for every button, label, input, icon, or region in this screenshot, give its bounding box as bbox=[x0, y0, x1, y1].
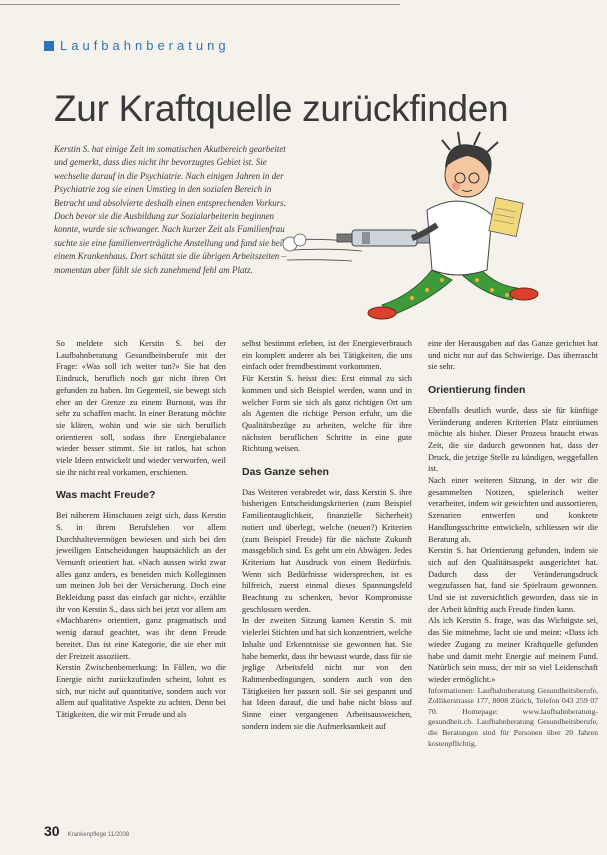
body-paragraph: Als ich Kerstin S. frage, was das Wichtigste sei, das Sie mitnehme, lacht sie und meint: «Dass ich wieder Zugang zu meiner Kraftquelle gefunden habe und damit mehr Energie auf meinem Fund. Natürlich sein muss, der mir so viel Leidenschaft wieder ermöglicht.» bbox=[428, 616, 598, 684]
body-paragraph: eine der Herausgaben auf das Ganze gerichtet hat und nicht nur auf das Schwierige. Das überrascht sie sehr. bbox=[428, 339, 598, 372]
nurse-illustration bbox=[262, 120, 562, 325]
column-3 bbox=[428, 338, 598, 749]
subheading-ganze: Das Ganze sehen bbox=[242, 466, 329, 479]
page-footer bbox=[44, 823, 129, 839]
lead-paragraph: Kerstin S. hat einige Zeit im somatischen Akutbereich gearbeitet und gemerkt, dass dies nicht ihr bevorzugtes Gebiet ist. Sie wechselte darauf in die Psychiatrie. Nach einigen Jahren in der Psychiatrie zog sie einen Umstieg in den sozialen Bereich in Betracht und absolvierte deshalb einen entsprechenden Vorkurs. Doch bevor sie die Ausbildung zur Sozialarbeiterin beginnen konnte, wurde sie schwanger. Nach kurzer Zeit als Familienfrau suchte sie eine familienverträgliche Anstellung und fand sie bei einem Krankenhaus. Dort schätzt sie die übrigen Arbeitszeiten – momentan aber fühlt sie sich zunehmend fehl am Platz. bbox=[54, 144, 287, 275]
body-paragraph: Ebenfalls deutlich wurde, dass sie für künftige Veränderung anderen Kriterien Platz einräumen möchte als bisher. Dieser Prozess braucht etwas Zeit, die sie dadurch gewonnen hat, dass der Druck, die jetzige Stelle zu kündigen, weggefallen ist. bbox=[428, 405, 598, 474]
info-box: Informationen: Laufbahnberatung Gesundheitsberufe, Zollikerstrasse 177, 8008 Zürich, Telefon 043 259 07 70. Homepage: www.laufbahnberatung-gesundheit.ch. Laufbahnberatung Gesundheitsberufe, die Beratungen sind für Personen über 20 Jahren kostenpflichtig. bbox=[428, 685, 598, 748]
column-2 bbox=[242, 338, 412, 733]
body-paragraph: Kerstin Zwischenbemerkung: In Fällen, wo die Energie nicht zurückzufinden scheint, lohnt es sich, nur nicht auf quantitative, sondern auch vor allem auf qualitative Aspekte zu achten. Denn bei Tätigkeiten, die wir mit Freude und als bbox=[56, 663, 226, 720]
page-number: 30 bbox=[44, 823, 60, 839]
subheading-freude: Was macht Freude? bbox=[56, 489, 156, 502]
publication-source: Krankenpflege 11/2008 bbox=[67, 832, 130, 838]
body-paragraph: Das Weiteren verabredet wir, dass Kerstin S. ihre bisherigen Entscheidungskriterien (zum Beispiel Familientauglichkeit, finanzielle Sicherheit) notiert und überlegt, welche (neuen?) Kriterien (zum Beispiel Freude) für die nächste Zukunft massgeblich sind. Es geht um ein Abwägen. Jedes Kriterium hat Ausdruck von einem Bedürfnis. Wenn sich Bedürfnisse widersprechen, ist es hilfreich, zuerst einmal dieses Spannungsfeld Beachtung zu schenken, bevor Kompromisse geschlossen werden. bbox=[242, 487, 412, 614]
body-paragraph: Nach einer weiteren Sitzung, in der wir die gesammelten Notizen, spielerisch weiter verarbeitet, indem wir gewichten und aussortieren, Szenarien entwerfen und konkrete Handlungsschritte entwickeln, schliessen wir die Beratung ab. bbox=[428, 476, 598, 544]
top-rule bbox=[0, 4, 400, 5]
article-title: Zur Kraftquelle zurückfinden bbox=[54, 88, 509, 129]
column-1 bbox=[56, 338, 226, 721]
body-paragraph: In der zweiten Sitzung kamen Kerstin S. mit vielerlei Stichten und hat sich konzentriert, welche Inhalte und Erkenntnisse sie gewonnen hat. Sie habe bemerkt, dass ihr bewusst wurde, dass für sie jeglige Arbeitsfeld nicht nur von den Rahmenbedingungen, sondern auch von den Tätigkeiten her passen soll. Sie sei gespannt und hat Ideen darauf, die und habe nicht bloss auf Sinne einer vergangenen Arbeitsausweichen, sondern indem sie die Aufmerksamkeit auf bbox=[242, 616, 412, 731]
body-paragraph: Kerstin S. hat Orientierung gefunden, indem sie sich auf den Qualitätsaspekt ausgerichtet hat. Dadurch dass der Veränderungsdruck wegzufassen hat, fand sie Spielraum gewonnen. Und sie ist zuversichtlich geworden, dass sie in der Arbeit künftig auch Freude finden kann. bbox=[428, 546, 598, 614]
body-paragraph: So meldete sich Kerstin S. bei der Laufbahnberatung Gesundheitsberufe mit der Frage: «Was soll ich weiter tun?» Sie hat den Eindruck, beruflich noch gar nicht ihren Ort gefunden zu haben. Im Gegenteil, sie bewegt sich eher an der Grenze zu einem Burnout, was ihr sehr zu schaffen macht. In einer Beratung möchte sie klären, wohin und wie sie sich beruflich orientieren soll, sodass ihre Energiebalance wieder besser stimmt. Sie ist ratlos, hat schon viele Ideen entwickelt und wieder verworfen, weil sie ihr nicht real vorkamen, erschienen. bbox=[56, 339, 226, 477]
body-paragraph: Für Kerstin S. heisst dies: Erst einmal zu sich kommen und sich Beispiel werden, wann und in welcher Form sie sich als ganz richtigen Ort um als Agenten die richtige Person erfuhr, um die Qualitätsbezüge zu arbeiten, welche für ihre nächsten beruflichen Schritte in eine gute Richtung weisen. bbox=[242, 374, 412, 454]
section-square-icon bbox=[44, 41, 54, 51]
section-header bbox=[44, 38, 230, 53]
subheading-orientierung: Orientierung finden bbox=[428, 384, 526, 397]
body-paragraph: Bei näherem Hinschauen zeigt sich, dass Kerstin S. in ihrem Berufsleben vor allem Durchhaltevermögen bewiesen und sich bei den jeweiligen Entscheidungen hauptsächlich an der Vernunft orientiert hat. «Nach aussen wirkt zwar alles ganz anders, es beneiden mich Kolleginnen um meinen Job bei der Versicherung. Doch eine Bekleidung passt das einfach gar nicht», erzählte ihr von Kerstin S., dass sich bei jetzt vor allem am «Machbaren» orientiert, ganz pragmatisch und wenig darauf geachtet, was ihr denn Freude bereitet. Das ist eine Kategorie, die sie eher mit der Freizeit assoziiert. bbox=[56, 511, 226, 661]
body-paragraph: selbst bestimmt erleben, ist der Energieverbrauch ein komplett anderer als bei Tätigkeiten, die uns einfach oder fremdbestimmt vorkommen. bbox=[242, 339, 412, 372]
section-label: Laufbahnberatung bbox=[60, 38, 230, 53]
